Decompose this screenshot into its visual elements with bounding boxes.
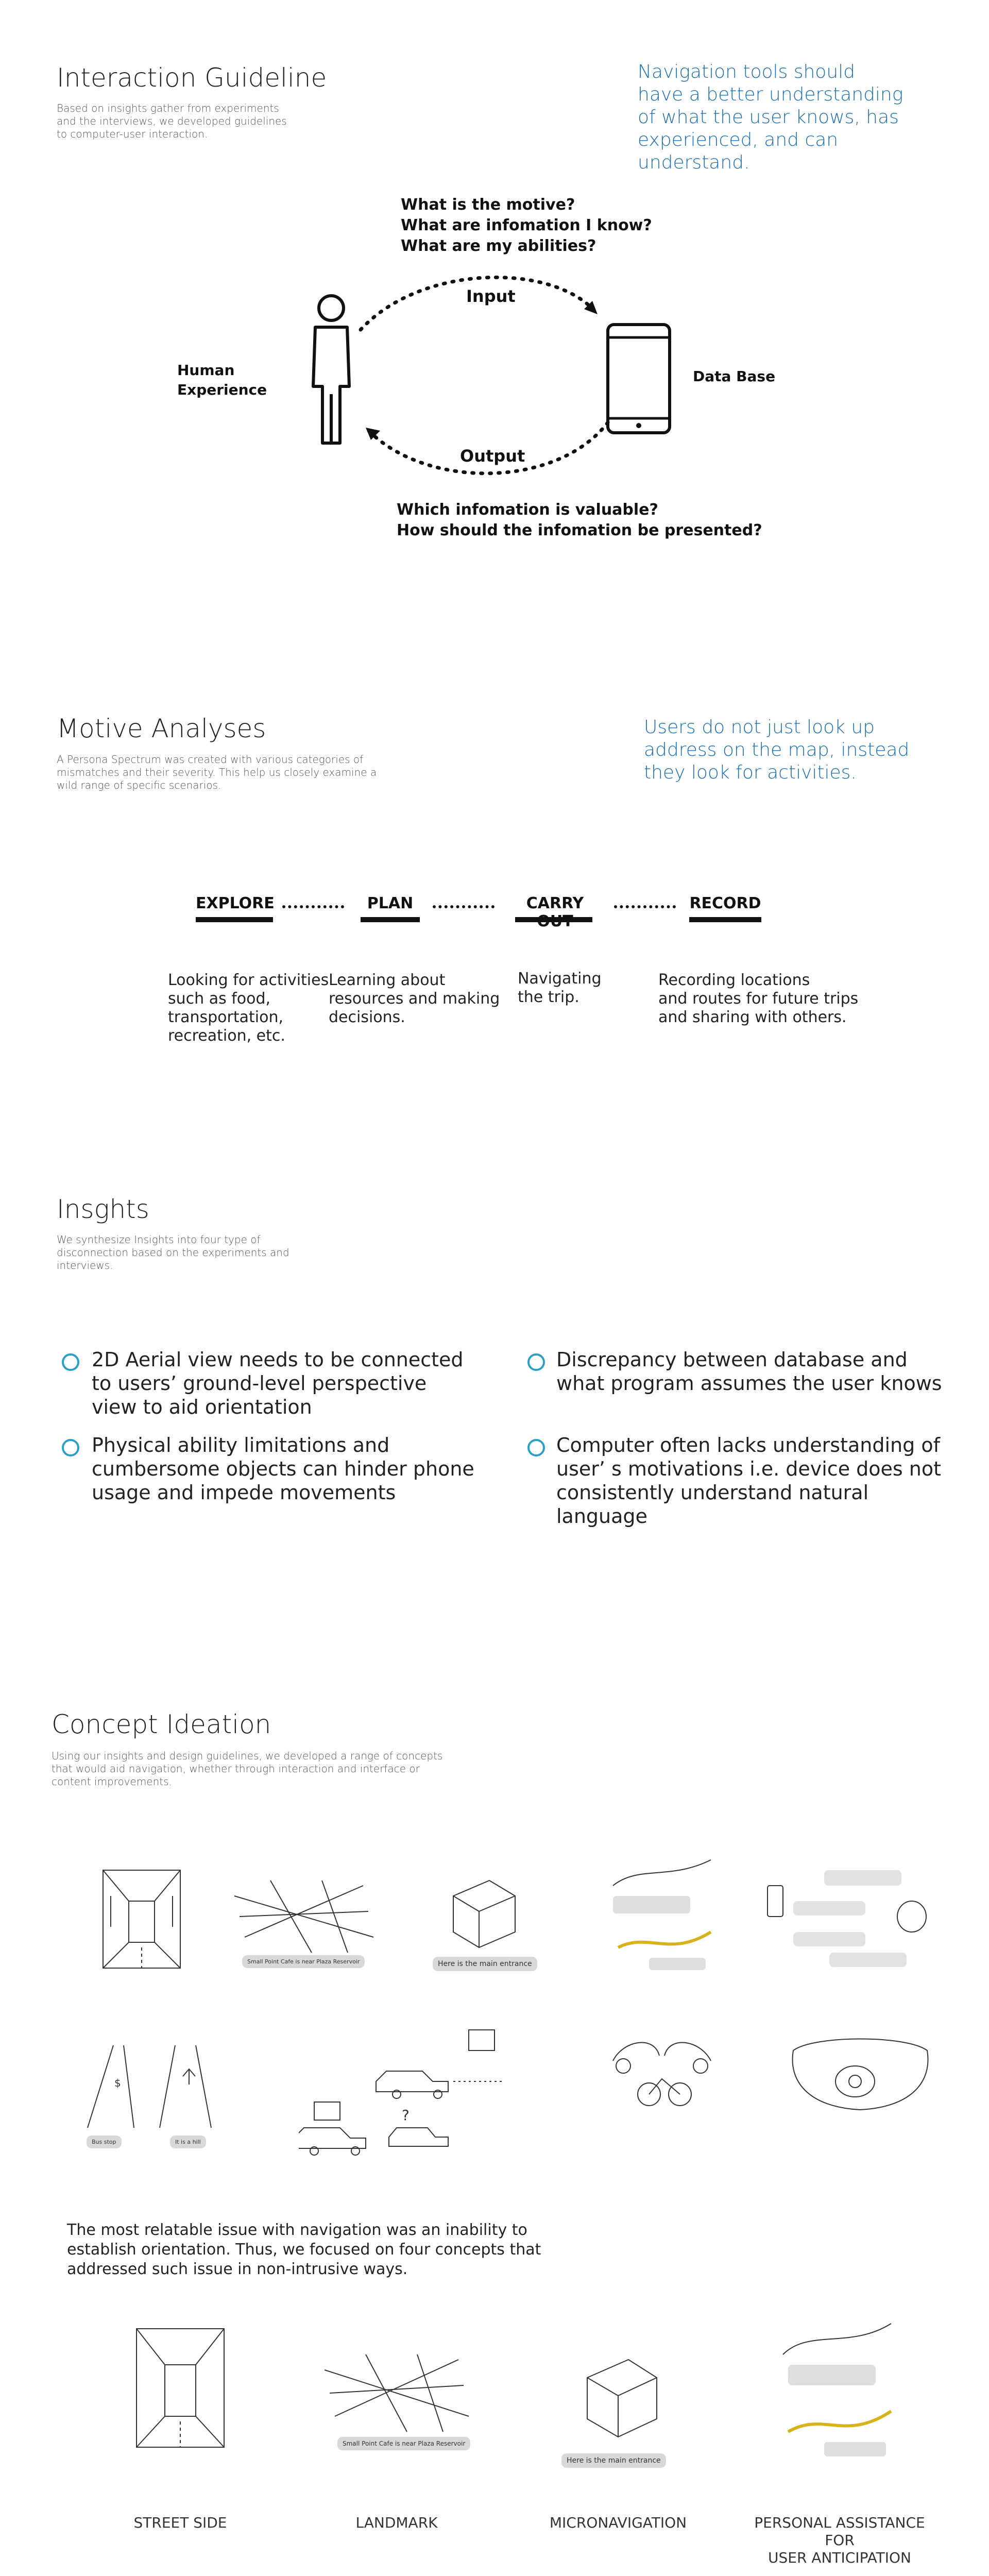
stage-carry-out: CARRY	[526, 894, 584, 912]
insights-title: Insghts	[57, 1194, 149, 1224]
stage-desc-plan: Learning about resources and making decisions.	[329, 971, 500, 1026]
focus-caption: PERSONAL ASSISTANCE FOR USER ANTICIPATION	[754, 2514, 925, 2566]
concept-summary: The most relatable issue with navigation was an inability to establish orientation. Thus, we focused on four concepts that addressed such issue in non-intrusive ways.	[67, 2221, 541, 2278]
svg-text:?: ?	[402, 2107, 410, 2124]
svg-text:$: $	[114, 2077, 121, 2089]
focus-caption: STREET SIDE	[133, 2514, 227, 2531]
entrance-bubble: Here is the main entrance	[433, 1957, 537, 1971]
human-experience-label: Human Experience	[177, 362, 267, 398]
stage-desc-carry-out: Navigating the trip.	[518, 970, 602, 1006]
phone-icon	[608, 325, 670, 433]
concept-intro: Using our insights and design guidelines, we developed a range of concepts that would aid navigation, whether through interaction and interface or content improvements.	[52, 1750, 443, 1788]
questions-top: What is the motive? What are infomation I know? What are my abilities?	[401, 196, 652, 255]
stage-desc-explore: Looking for activities such as food, transportation, recreation, etc.	[168, 971, 329, 1045]
insight-item: 2D Aerial view needs to be connected to users’ ground-level perspective view to aid orientation	[92, 1348, 464, 1418]
guideline-title: Interaction Guideline	[57, 63, 327, 93]
focus-entrance-bubble: Here is the main entrance	[561, 2453, 666, 2468]
street-signs-sketch	[77, 2040, 221, 2133]
windshield-sketch	[783, 2030, 937, 2117]
bullet-ring-icon	[62, 1353, 79, 1371]
street-corridor-sketch	[98, 1865, 185, 1973]
landmark-bubble: Small Point Cafe is near Plaza Reservoir	[242, 1955, 365, 1968]
focus-landmark-sketch	[319, 2349, 474, 2437]
chat-sketch	[762, 1865, 932, 1968]
insights-intro: We synthesize Insights into four type of disconnection based on the experiments and interviews.	[57, 1233, 289, 1272]
concept-title: Concept Ideation	[52, 1709, 271, 1739]
input-label: Input	[466, 286, 516, 306]
guideline-intro: Based on insights gather from experiments and the interviews, we developed guidelines to computer-user interaction.	[57, 102, 287, 140]
flow-dots	[614, 905, 676, 908]
person-icon	[313, 296, 349, 443]
building-sketch	[443, 1870, 520, 1953]
guideline-quote: Navigation tools should have a better understanding of what the user knows, has experienced, and can understand.	[638, 61, 903, 173]
focus-caption: LANDMARK	[355, 2514, 438, 2531]
street-bubble: It is a hill	[170, 2136, 206, 2148]
flow-dots	[282, 905, 344, 908]
focus-street-side-sketch	[131, 2324, 229, 2452]
insight-item: Physical ability limitations and cumbersome objects can hinder phone usage and impede movements	[92, 1434, 474, 1504]
stage-bar	[515, 917, 592, 922]
bullet-ring-icon	[527, 1353, 545, 1371]
insight-item: Discrepancy between database and what program assumes the user knows	[556, 1348, 942, 1395]
motive-title: Motive Analyses	[57, 714, 266, 743]
landmark-map-sketch	[229, 1875, 379, 1958]
questions-bottom: Which infomation is valuable? How should the infomation be presented?	[397, 501, 762, 539]
focus-assistant-sketch	[778, 2318, 896, 2463]
insight-item: Computer often lacks understanding of user’ s motivations i.e. device does not consistently understand natural language	[556, 1434, 942, 1528]
flow-dots	[433, 905, 494, 908]
focus-micronavigation-sketch	[577, 2349, 664, 2442]
focus-landmark-bubble: Small Point Cafe is near Plaza Reservoir	[337, 2437, 470, 2450]
focus-caption: MICRONAVIGATION	[549, 2514, 687, 2531]
motive-intro: A Persona Spectrum was created with various categories of mismatches and their severity. This help us closely examine a wild range of specific scenarios.	[57, 753, 377, 791]
route-assistant-sketch	[608, 1855, 716, 1973]
stage-record: RECORD	[689, 894, 761, 912]
database-label: Data Base	[693, 368, 776, 385]
bike-helmet-sketch	[603, 2030, 721, 2117]
stage-desc-record: Recording locations and routes for future trips and sharing with others.	[658, 971, 859, 1026]
stage-bar	[689, 917, 761, 922]
bullet-ring-icon	[527, 1439, 545, 1456]
bullet-ring-icon	[62, 1439, 79, 1456]
output-label: Output	[460, 446, 525, 466]
stage-bar	[361, 917, 420, 922]
motive-quote: Users do not just look up address on the map, instead they look for activities.	[644, 717, 910, 783]
street-bubble: Bus stop	[87, 2136, 122, 2148]
stage-plan: PLAN	[367, 894, 414, 912]
driver-pickup-sketch	[299, 2025, 541, 2164]
stage-bar	[196, 917, 273, 922]
stage-explore: EXPLORE	[196, 894, 275, 912]
